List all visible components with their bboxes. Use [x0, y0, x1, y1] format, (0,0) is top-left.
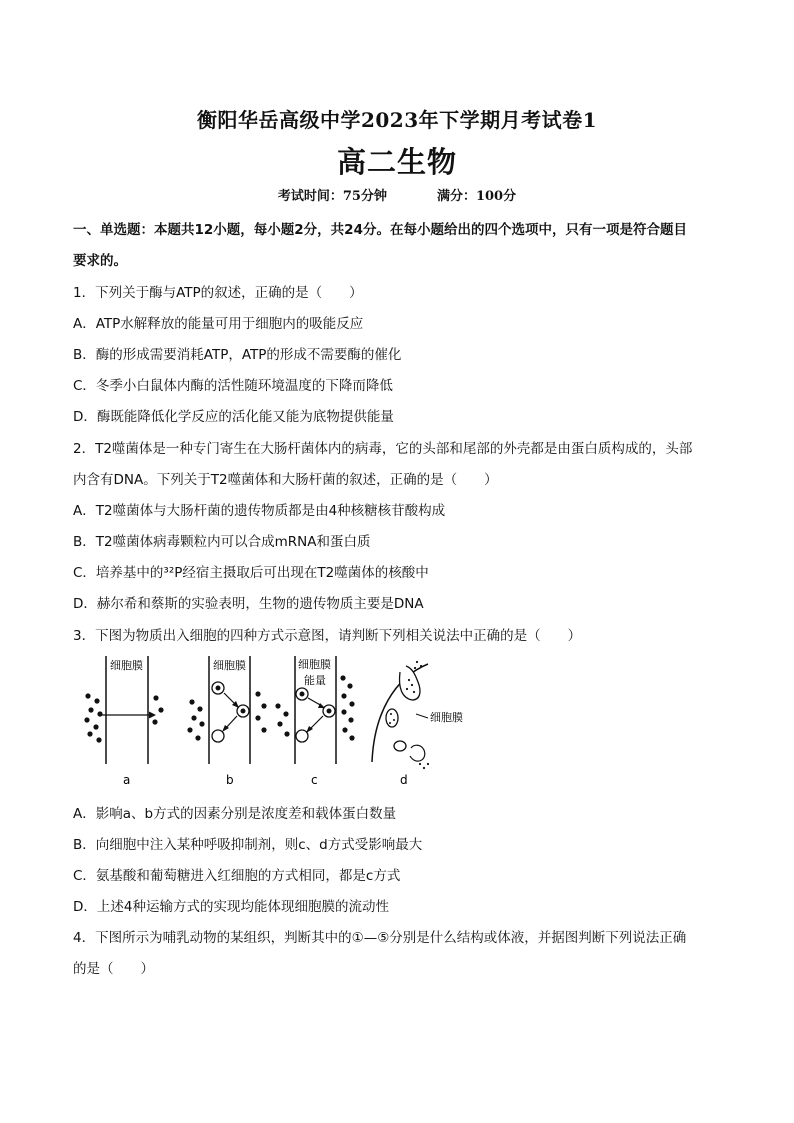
question-3-option-b: B．向细胞中注入某种呼吸抑制剂，则c、d方式受影响最大 [73, 837, 423, 853]
panel-b-membrane-label: 细胞膜 [213, 659, 246, 672]
question-3-option-d: D．上述4种运输方式的实现均能体现细胞膜的流动性 [73, 899, 389, 915]
question-2-option-d: D．赫尔希和蔡斯的实验表明，生物的遗传物质主要是DNA [73, 596, 424, 612]
section-heading-line1: 一、单选题：本题共12小题，每小题2分，共24分。在每小题给出的四个选项中，只有一项是符合题目 [73, 222, 687, 238]
panel-c-energy-label: 能量 [304, 674, 326, 687]
question-3-option-c: C．氨基酸和葡萄糖进入红细胞的方式相同，都是c方式 [73, 868, 401, 884]
panel-d-label: d [400, 773, 408, 787]
exam-title: 衡阳华岳高级中学2023年下学期月考试卷1 [196, 108, 598, 132]
question-1-option-a: A．ATP水解释放的能量可用于细胞内的吸能反应 [73, 316, 364, 332]
question-2-option-b: B．T2噬菌体病毒颗粒内可以合成mRNA和蛋白质 [73, 534, 371, 550]
question-4-stem-line1: 4．下图所示为哺乳动物的某组织，判断其中的①—⑤分别是什么结构或体液，并据图判断下列说法正确 [73, 930, 687, 946]
question-2-stem-line1: 2．T2噬菌体是一种专门寄生在大肠杆菌体内的病毒，它的头部和尾部的外壳都是由蛋白质构成的，头部 [73, 441, 693, 457]
question-3-stem: 3．下图为物质出入细胞的四种方式示意图，请判断下列相关说法中正确的是（ ） [73, 628, 582, 644]
transport-diagram [76, 654, 463, 788]
panel-c-label: c [311, 773, 318, 787]
question-2-stem-line2: 内含有DNA。下列关于T2噬菌体和大肠杆菌的叙述，正确的是（ ） [73, 472, 498, 488]
panel-c-membrane-label: 细胞膜 [298, 658, 331, 671]
question-1-stem: 1．下列关于酶与ATP的叙述，正确的是（ ） [73, 285, 363, 301]
question-1-option-d: D．酶既能降低化学反应的活化能又能为底物提供能量 [73, 409, 394, 425]
panel-d-membrane-label: 细胞膜 [430, 711, 463, 724]
question-1-option-b: B．酶的形成需要消耗ATP，ATP的形成不需要酶的催化 [73, 347, 402, 363]
panel-a-label: a [123, 773, 131, 787]
question-2-option-c: C．培养基中的³²P经宿主摄取后可出现在T2噬菌体的核酸中 [73, 565, 429, 581]
panel-a-membrane-label: 细胞膜 [110, 659, 143, 672]
panel-c [275, 656, 354, 787]
panel-a [84, 656, 163, 787]
exam-meta [0, 185, 794, 204]
question-4-stem-line2: 的是（ ） [73, 961, 154, 977]
exam-score: 满分：100分 [436, 189, 517, 204]
panel-b-label: b [226, 773, 234, 787]
panel-d [372, 661, 463, 787]
exam-time: 考试时间：75分钟 [277, 189, 387, 204]
exam-subject: 高二生物 [336, 145, 457, 179]
question-3-option-a: A．影响a、b方式的因素分别是浓度差和载体蛋白数量 [73, 806, 397, 822]
question-2-option-a: A．T2噬菌体与大肠杆菌的遗传物质都是由4种核糖核苷酸构成 [73, 503, 446, 519]
question-1-option-c: C．冬季小白鼠体内酶的活性随环境温度的下降而降低 [73, 378, 393, 394]
panel-b [187, 656, 266, 787]
section-heading-line2: 要求的。 [73, 253, 127, 269]
